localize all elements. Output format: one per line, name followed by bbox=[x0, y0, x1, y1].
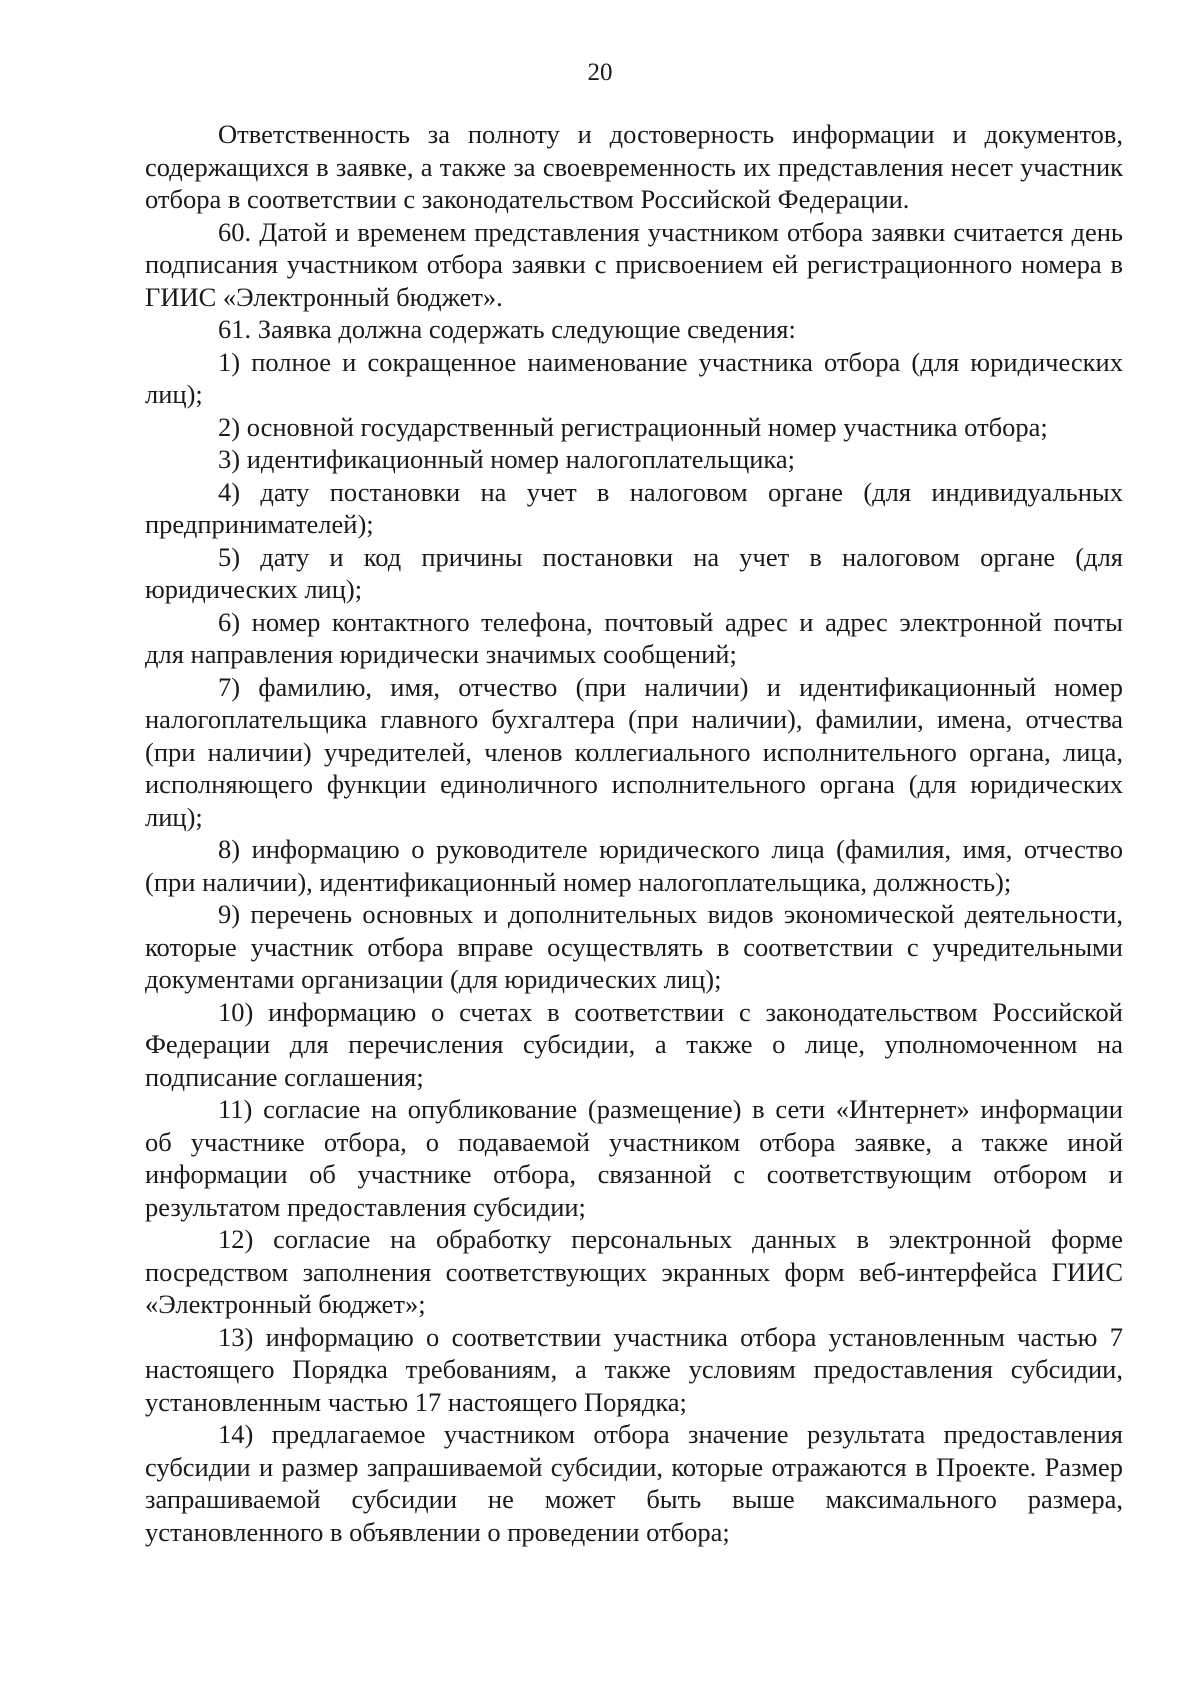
list-item-9: 9) перечень основных и дополнительных видов экономической деятельности, которые участник отбора вправе осуществлять в соответствии с учредительными документами организации (для юридических лиц); bbox=[145, 899, 1123, 994]
paragraph-60: 60. Датой и временем представления участником отбора заявки считается день подписания участником отбора заявки с присвоением ей регистрационного номера в ГИИС «Электронный бюджет». bbox=[145, 216, 1123, 312]
list-item-3: 3) идентификационный номер налогоплательщика; bbox=[218, 444, 796, 474]
list-item-7: 7) фамилию, имя, отчество (при наличии) и идентификационный номер налогоплательщика главного бухгалтера (при наличии), фамилии, имена, отчества (при наличии) учредителей, членов коллегиального исполнительного органа, лица, исполняющего функции единоличного исполнительного органа (для юридических лиц); bbox=[145, 671, 1123, 832]
list-item-13: 13) информацию о соответствии участника отбора установленным частью 7 настоящего Порядка требованиям, а также условиям предоставления субсидии, установленным частью 17 настоящего Порядка; bbox=[145, 1321, 1123, 1417]
list-item-11: 11) согласие на опубликование (размещение) в сети «Интернет» информации об участнике отбора, о подаваемой участником отбора заявке, а также иной информации об участнике отбора, связанной с соответствующим отбором и результатом предоставления субсидии; bbox=[145, 1094, 1123, 1222]
page-number: 20 bbox=[587, 59, 613, 86]
list-item-14: 14) предлагаемое участником отбора значение результата предоставления субсидии и размер запрашиваемой субсидии, которые отражаются в Проекте. Размер запрашиваемой субсидии не может быть выше максимального размера, установленного в объявлении о проведении отбора; bbox=[145, 1419, 1123, 1547]
list-item-5: 5) дату и код причины постановки на учет в налоговом органе (для юридических лиц); bbox=[145, 541, 1123, 604]
list-item-10: 10) информацию о счетах в соответствии с законодательством Российской Федерации для перечисления субсидии, а также о лице, уполномоченном на подписание соглашения; bbox=[145, 996, 1123, 1092]
list-item-4: 4) дату постановки на учет в налоговом органе (для индивидуальных предпринимателей); bbox=[145, 476, 1123, 539]
list-item-8: 8) информацию о руководителе юридического лица (фамилия, имя, отчество (при наличии), идентификационный номер налогоплательщика, должность); bbox=[145, 834, 1123, 897]
list-item-6: 6) номер контактного телефона, почтовый адрес и адрес электронной почты для направления юридически значимых сообщений; bbox=[145, 606, 1123, 669]
list-item-2: 2) основной государственный регистрационный номер участника отбора; bbox=[218, 411, 1048, 442]
document-body bbox=[145, 118, 1123, 1548]
paragraph-responsibility: Ответственность за полноту и достоверность информации и документов, содержащихся в заявке, а также за своевременность их представления несет участник отбора в соответствии с законодательством Российской Федерации. bbox=[145, 119, 1123, 214]
paragraph-61: 61. Заявка должна содержать следующие сведения: bbox=[218, 314, 796, 344]
list-item-12: 12) согласие на обработку персональных данных в электронной форме посредством заполнения соответствующих экранных форм веб-интерфейса ГИИС «Электронный бюджет»; bbox=[145, 1224, 1123, 1319]
list-item-1: 1) полное и сокращенное наименование участника отбора (для юридических лиц); bbox=[145, 346, 1123, 409]
